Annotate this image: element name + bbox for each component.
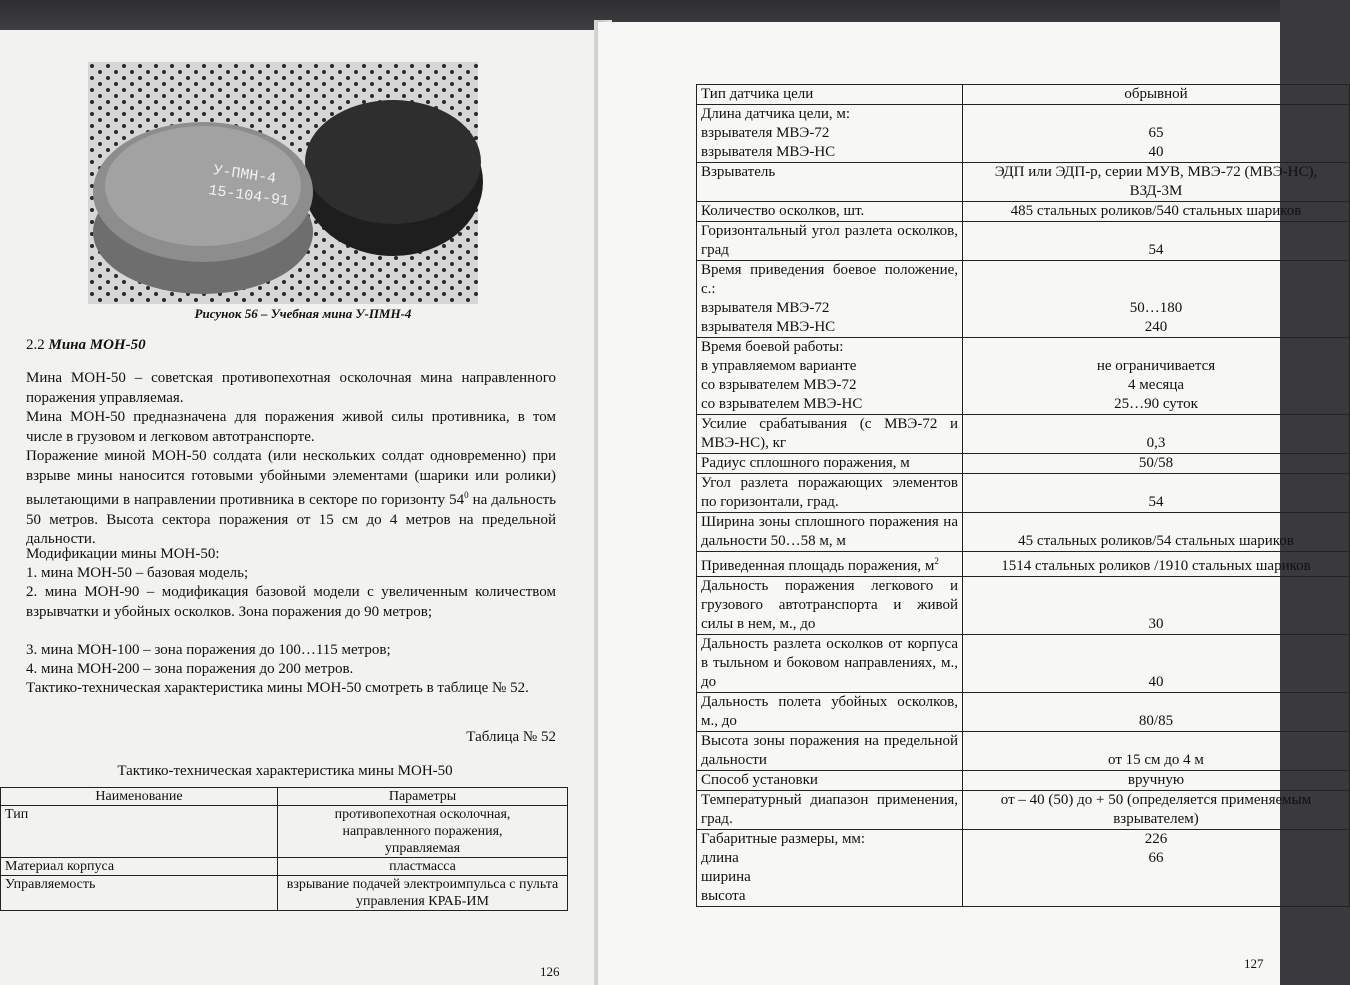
- specs-value: от 15 см до 4 м: [963, 732, 1350, 771]
- specs-value: 0,3: [963, 415, 1350, 454]
- table-header-name: Наименование: [1, 788, 278, 806]
- table-52: [0, 787, 568, 911]
- specs-table: [696, 84, 1350, 907]
- page-number-right: 127: [1244, 956, 1264, 971]
- specs-label: [697, 474, 963, 513]
- specs-label: [697, 513, 963, 552]
- specs-table-body: [697, 85, 1350, 907]
- specs-row: [697, 474, 1350, 513]
- section-title: Мина МОН-50: [48, 337, 146, 353]
- specs-label: [697, 635, 963, 693]
- specs-label: [697, 771, 963, 791]
- specs-label: [697, 577, 963, 635]
- table-cell: Управляемость: [1, 876, 278, 911]
- specs-label: [697, 202, 963, 222]
- specs-label: [697, 222, 963, 261]
- degree-superscript: 0: [464, 490, 469, 500]
- table-cell: Материал корпуса: [1, 858, 278, 876]
- specs-value: ЭДП или ЭДП-р, серии МУВ, МВЭ-72 (МВЭ-НС), ВЗД-3М: [963, 163, 1350, 202]
- specs-value: 50/58: [963, 454, 1350, 474]
- specs-label: [697, 85, 963, 105]
- table-cell: противопехотная осколочная, направленного поражения, управляемая: [278, 806, 568, 858]
- left-page: [0, 30, 606, 985]
- specs-label: [697, 791, 963, 830]
- specs-label-text: Приведенная площадь поражения, м: [701, 558, 935, 574]
- specs-row: [697, 577, 1350, 635]
- specs-value: 485 стальных роликов/540 стальных шариков: [963, 202, 1350, 222]
- specs-value: 45 стальных роликов/54 стальных шариков: [963, 513, 1350, 552]
- table-row: [1, 806, 568, 858]
- specs-row: [697, 202, 1350, 222]
- modification-item-3: 3. мина МОН-100 – зона поражения до 100…115 метров;: [26, 642, 391, 658]
- specs-row: [697, 338, 1350, 415]
- specs-label: [697, 105, 963, 163]
- specs-value: вручную: [963, 771, 1350, 791]
- specs-value: не ограничивается 4 месяца 25…90 суток: [963, 338, 1350, 415]
- specs-row: [697, 513, 1350, 552]
- specs-value: 65 40: [963, 105, 1350, 163]
- specs-label: [697, 732, 963, 771]
- section-number: 2.2: [26, 337, 45, 353]
- specs-label-text: Взрыватель: [701, 164, 776, 180]
- specs-row: [697, 552, 1350, 577]
- specs-label-text: Время боевой работы: в управляемом варианте со взрывателем МВЭ-72 со взрывателем МВЭ-НС: [701, 339, 863, 412]
- specs-row: [697, 163, 1350, 202]
- mine-label-line-2: 15-104-91: [207, 182, 290, 211]
- table-cell: Тип: [1, 806, 278, 858]
- table-row: [1, 858, 568, 876]
- specs-row: [697, 771, 1350, 791]
- figure-caption: Рисунок 56 – Учебная мина У-ПМН-4: [194, 306, 412, 321]
- specs-value: 50…180 240: [963, 261, 1350, 338]
- specs-row: [697, 635, 1350, 693]
- specs-value: 54: [963, 222, 1350, 261]
- modification-item-2: 2. мина МОН-90 – модификация базовой модели с увеличенным количеством взрывчатки и убойных осколков. Зона поражения до 90 метров;: [26, 584, 556, 620]
- paragraph-3: [26, 447, 556, 550]
- specs-row: [697, 791, 1350, 830]
- specs-label: [697, 693, 963, 732]
- table-header-row: [1, 788, 568, 806]
- specs-value: обрывной: [963, 85, 1350, 105]
- specs-label-text: Горизонтальный угол разлета осколков, град: [701, 223, 958, 258]
- paragraph-2: Мина МОН-50 предназначена для поражения живой силы противника, в том числе в грузовом и легковом автотранспорте.: [26, 409, 556, 445]
- specs-label-superscript: 2: [934, 556, 939, 566]
- specs-label-text: Высота зоны поражения на предельной дальности: [701, 733, 958, 768]
- specs-label: [697, 552, 963, 577]
- table-cell: взрывание подачей электроимпульса с пульта управления КРАБ-ИМ: [278, 876, 568, 911]
- paragraph-1: Мина МОН-50 – советская противопехотная осколочная мина направленного поражения управляемая.: [26, 370, 556, 406]
- specs-label-text: Тип датчика цели: [701, 86, 814, 102]
- mine-photo: [88, 62, 478, 304]
- specs-row: [697, 105, 1350, 163]
- specs-label-text: Время приведения боевое положение, с.: взрывателя МВЭ-72 взрывателя МВЭ-НС: [701, 262, 958, 335]
- specs-label-text: Количество осколков, шт.: [701, 203, 865, 219]
- specs-value: 54: [963, 474, 1350, 513]
- page-number-left: 126: [540, 964, 560, 979]
- modification-item-1: 1. мина МОН-50 – базовая модель;: [26, 565, 249, 581]
- specs-value: 80/85: [963, 693, 1350, 732]
- table-label: Таблица № 52: [466, 729, 556, 745]
- specs-label: [697, 415, 963, 454]
- specs-row: [697, 830, 1350, 907]
- specs-label: [697, 454, 963, 474]
- specs-row: [697, 261, 1350, 338]
- mine-photo-image: [88, 62, 478, 304]
- mine-label-line-1: У-ПМН-4: [212, 162, 278, 188]
- specs-label: [697, 163, 963, 202]
- table-header-params: Параметры: [278, 788, 568, 806]
- specs-label-text: Усилие срабатывания (с МВЭ-72 и МВЭ-НС), кг: [701, 416, 958, 451]
- specs-label-text: Температурный диапазон применения, град.: [701, 792, 958, 827]
- specs-row: [697, 732, 1350, 771]
- right-page: [598, 22, 1318, 985]
- specs-row: [697, 85, 1350, 105]
- specs-value: 1514 стальных роликов /1910 стальных шариков: [963, 552, 1350, 577]
- specs-value: от – 40 (50) до + 50 (определяется применяемым взрывателем): [963, 791, 1350, 830]
- specs-label-text: Габаритные размеры, мм: длина ширина высота: [701, 831, 866, 904]
- specs-label-text: Дальность поражения легкового и грузового автотранспорта и живой силы в нем, м., до: [701, 578, 958, 632]
- specs-label-text: Угол разлета поражающих элементов по горизонтали, град.: [701, 475, 958, 510]
- modification-item-4: 4. мина МОН-200 – зона поражения до 200 метров.: [26, 661, 354, 677]
- specs-value: 40: [963, 635, 1350, 693]
- specs-label-text: Радиус сплошного поражения, м: [701, 455, 910, 471]
- specs-label: [697, 830, 963, 907]
- section-heading: [26, 337, 146, 354]
- specs-label-text: Способ установки: [701, 772, 818, 788]
- specs-row: [697, 415, 1350, 454]
- specs-value: 30: [963, 577, 1350, 635]
- specs-label-text: Дальность разлета осколков от корпуса в тыльном и боковом направлениях, м., до: [701, 636, 958, 690]
- paragraph-3-tail: на дальность 50 метров. Высота сектора поражения от 15 см до 4 метров на предельной дальности.: [26, 492, 556, 547]
- specs-row: [697, 454, 1350, 474]
- specs-label: [697, 261, 963, 338]
- specs-label-text: Ширина зоны сплошного поражения на дальности 50…58 м, м: [701, 514, 958, 549]
- table-title: Тактико-техническая характеристика мины МОН-50: [117, 763, 453, 779]
- specs-label-text: Дальность полета убойных осколков, м., до: [701, 694, 958, 729]
- paragraph-3-text: Поражение миной МОН-50 солдата (или нескольких солдат одновременно) при взрыве мины наносится готовыми убойными элементами (шарики или ролики) вылетающими в направлении противника в секторе по горизонту 54: [26, 448, 556, 508]
- specs-value: 226 66: [963, 830, 1350, 907]
- table-row: [1, 876, 568, 911]
- table-cell: пластмасса: [278, 858, 568, 876]
- specs-label: [697, 338, 963, 415]
- specs-label-text: Длина датчика цели, м: взрывателя МВЭ-72 взрывателя МВЭ-НС: [701, 106, 851, 160]
- paragraph-table-reference: Тактико-техническая характеристика мины МОН-50 смотреть в таблице № 52.: [26, 680, 529, 696]
- specs-row: [697, 693, 1350, 732]
- specs-row: [697, 222, 1350, 261]
- paragraph-modifications: Модификации мины МОН-50:: [26, 546, 220, 562]
